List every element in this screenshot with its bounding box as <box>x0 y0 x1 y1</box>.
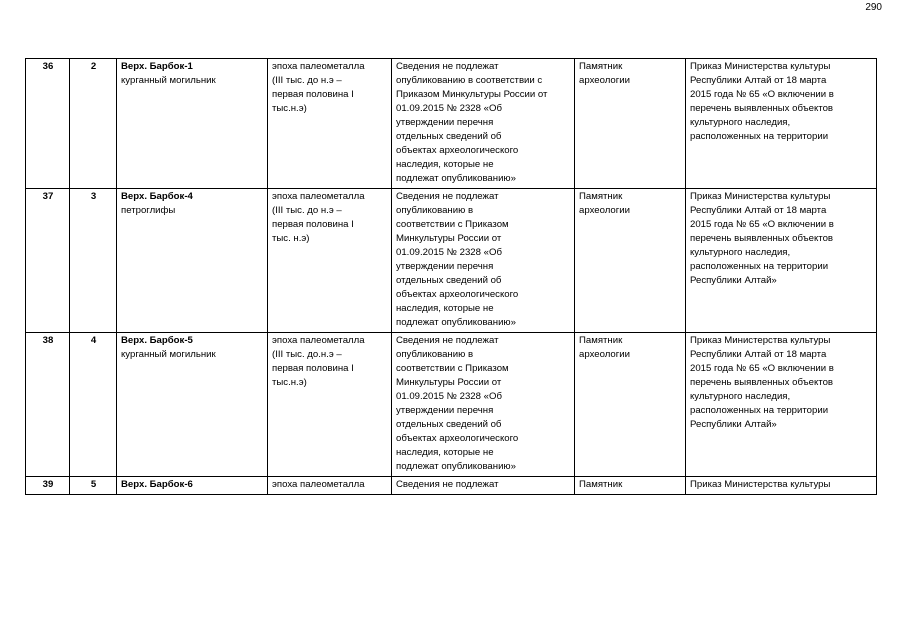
info-text: Сведения не подлежат опубликованию в соответствии с Приказом Минкультуры России от 01.09.2015 № 2328 «Об утверждении перечня отдельных сведений об объектах археологического наследия, которые не подлежат опубликованию» <box>396 191 519 328</box>
object-name: Верх. Барбок-4 <box>121 191 193 202</box>
category-text: Памятник <box>579 479 623 490</box>
heritage-objects-table <box>25 58 877 495</box>
object-type: петроглифы <box>121 205 176 216</box>
order-cell <box>686 59 877 189</box>
order-cell <box>686 477 877 495</box>
info-text: Сведения не подлежат <box>396 479 499 490</box>
category-cell <box>575 59 686 189</box>
period-text: эпоха палеометалла (III тыс. до н.э – первая половина I тыс. н.э) <box>272 191 365 244</box>
category-cell <box>575 333 686 477</box>
table-row <box>26 333 877 477</box>
order-text: Приказ Министерства культуры Республики Алтай от 18 марта 2015 года № 65 «О включении в перечень выявленных объектов культурного наследия, расположенных на территории Республики Алтай» <box>690 191 834 286</box>
object-type: курганный могильник <box>121 75 216 86</box>
info-cell <box>392 477 575 495</box>
object-cell <box>117 189 268 333</box>
order-text: Приказ Министерства культуры Республики Алтай от 18 марта 2015 года № 65 «О включении в перечень выявленных объектов культурного наследия, расположенных на территории Республики Алтай» <box>690 335 834 430</box>
category-cell <box>575 477 686 495</box>
period-text: эпоха палеометалла (III тыс. до н.э – первая половина I тыс.н.э) <box>272 61 365 114</box>
order-cell <box>686 333 877 477</box>
order-text: Приказ Министерства культуры Республики Алтай от 18 марта 2015 года № 65 «О включении в перечень выявленных объектов культурного наследия, расположенных на территории <box>690 61 834 142</box>
info-cell <box>392 333 575 477</box>
row-sub-number: 4 <box>70 333 117 477</box>
row-number: 37 <box>26 189 70 333</box>
info-cell <box>392 189 575 333</box>
table-row <box>26 477 877 495</box>
object-name: Верх. Барбок-5 <box>121 335 193 346</box>
object-type: курганный могильник <box>121 349 216 360</box>
row-sub-number: 3 <box>70 189 117 333</box>
order-cell <box>686 189 877 333</box>
category-cell <box>575 189 686 333</box>
period-cell <box>268 189 392 333</box>
period-cell <box>268 477 392 495</box>
row-sub-number: 2 <box>70 59 117 189</box>
period-text: эпоха палеометалла (III тыс. до.н.э – первая половина I тыс.н.э) <box>272 335 365 388</box>
period-text: эпоха палеометалла <box>272 479 365 490</box>
table-row <box>26 59 877 189</box>
period-cell <box>268 333 392 477</box>
object-name: Верх. Барбок-1 <box>121 61 193 72</box>
info-cell <box>392 59 575 189</box>
info-text: Сведения не подлежат опубликованию в соответствии с Приказом Минкультуры России от 01.09.2015 № 2328 «Об утверждении перечня отдельных сведений об объектах археологического наследия, которые не подлежат опубликованию» <box>396 61 548 184</box>
object-cell <box>117 477 268 495</box>
period-cell <box>268 59 392 189</box>
row-sub-number: 5 <box>70 477 117 495</box>
category-text: Памятник археологии <box>579 61 630 86</box>
object-cell <box>117 333 268 477</box>
category-text: Памятник археологии <box>579 335 630 360</box>
category-text: Памятник археологии <box>579 191 630 216</box>
object-name: Верх. Барбок-6 <box>121 479 193 490</box>
page-number: 290 <box>865 2 882 13</box>
table-row <box>26 189 877 333</box>
order-text: Приказ Министерства культуры <box>690 479 831 490</box>
row-number: 36 <box>26 59 70 189</box>
info-text: Сведения не подлежат опубликованию в соответствии с Приказом Минкультуры России от 01.09.2015 № 2328 «Об утверждении перечня отдельных сведений об объектах археологического наследия, которые не подлежат опубликованию» <box>396 335 519 472</box>
row-number: 39 <box>26 477 70 495</box>
row-number: 38 <box>26 333 70 477</box>
object-cell <box>117 59 268 189</box>
